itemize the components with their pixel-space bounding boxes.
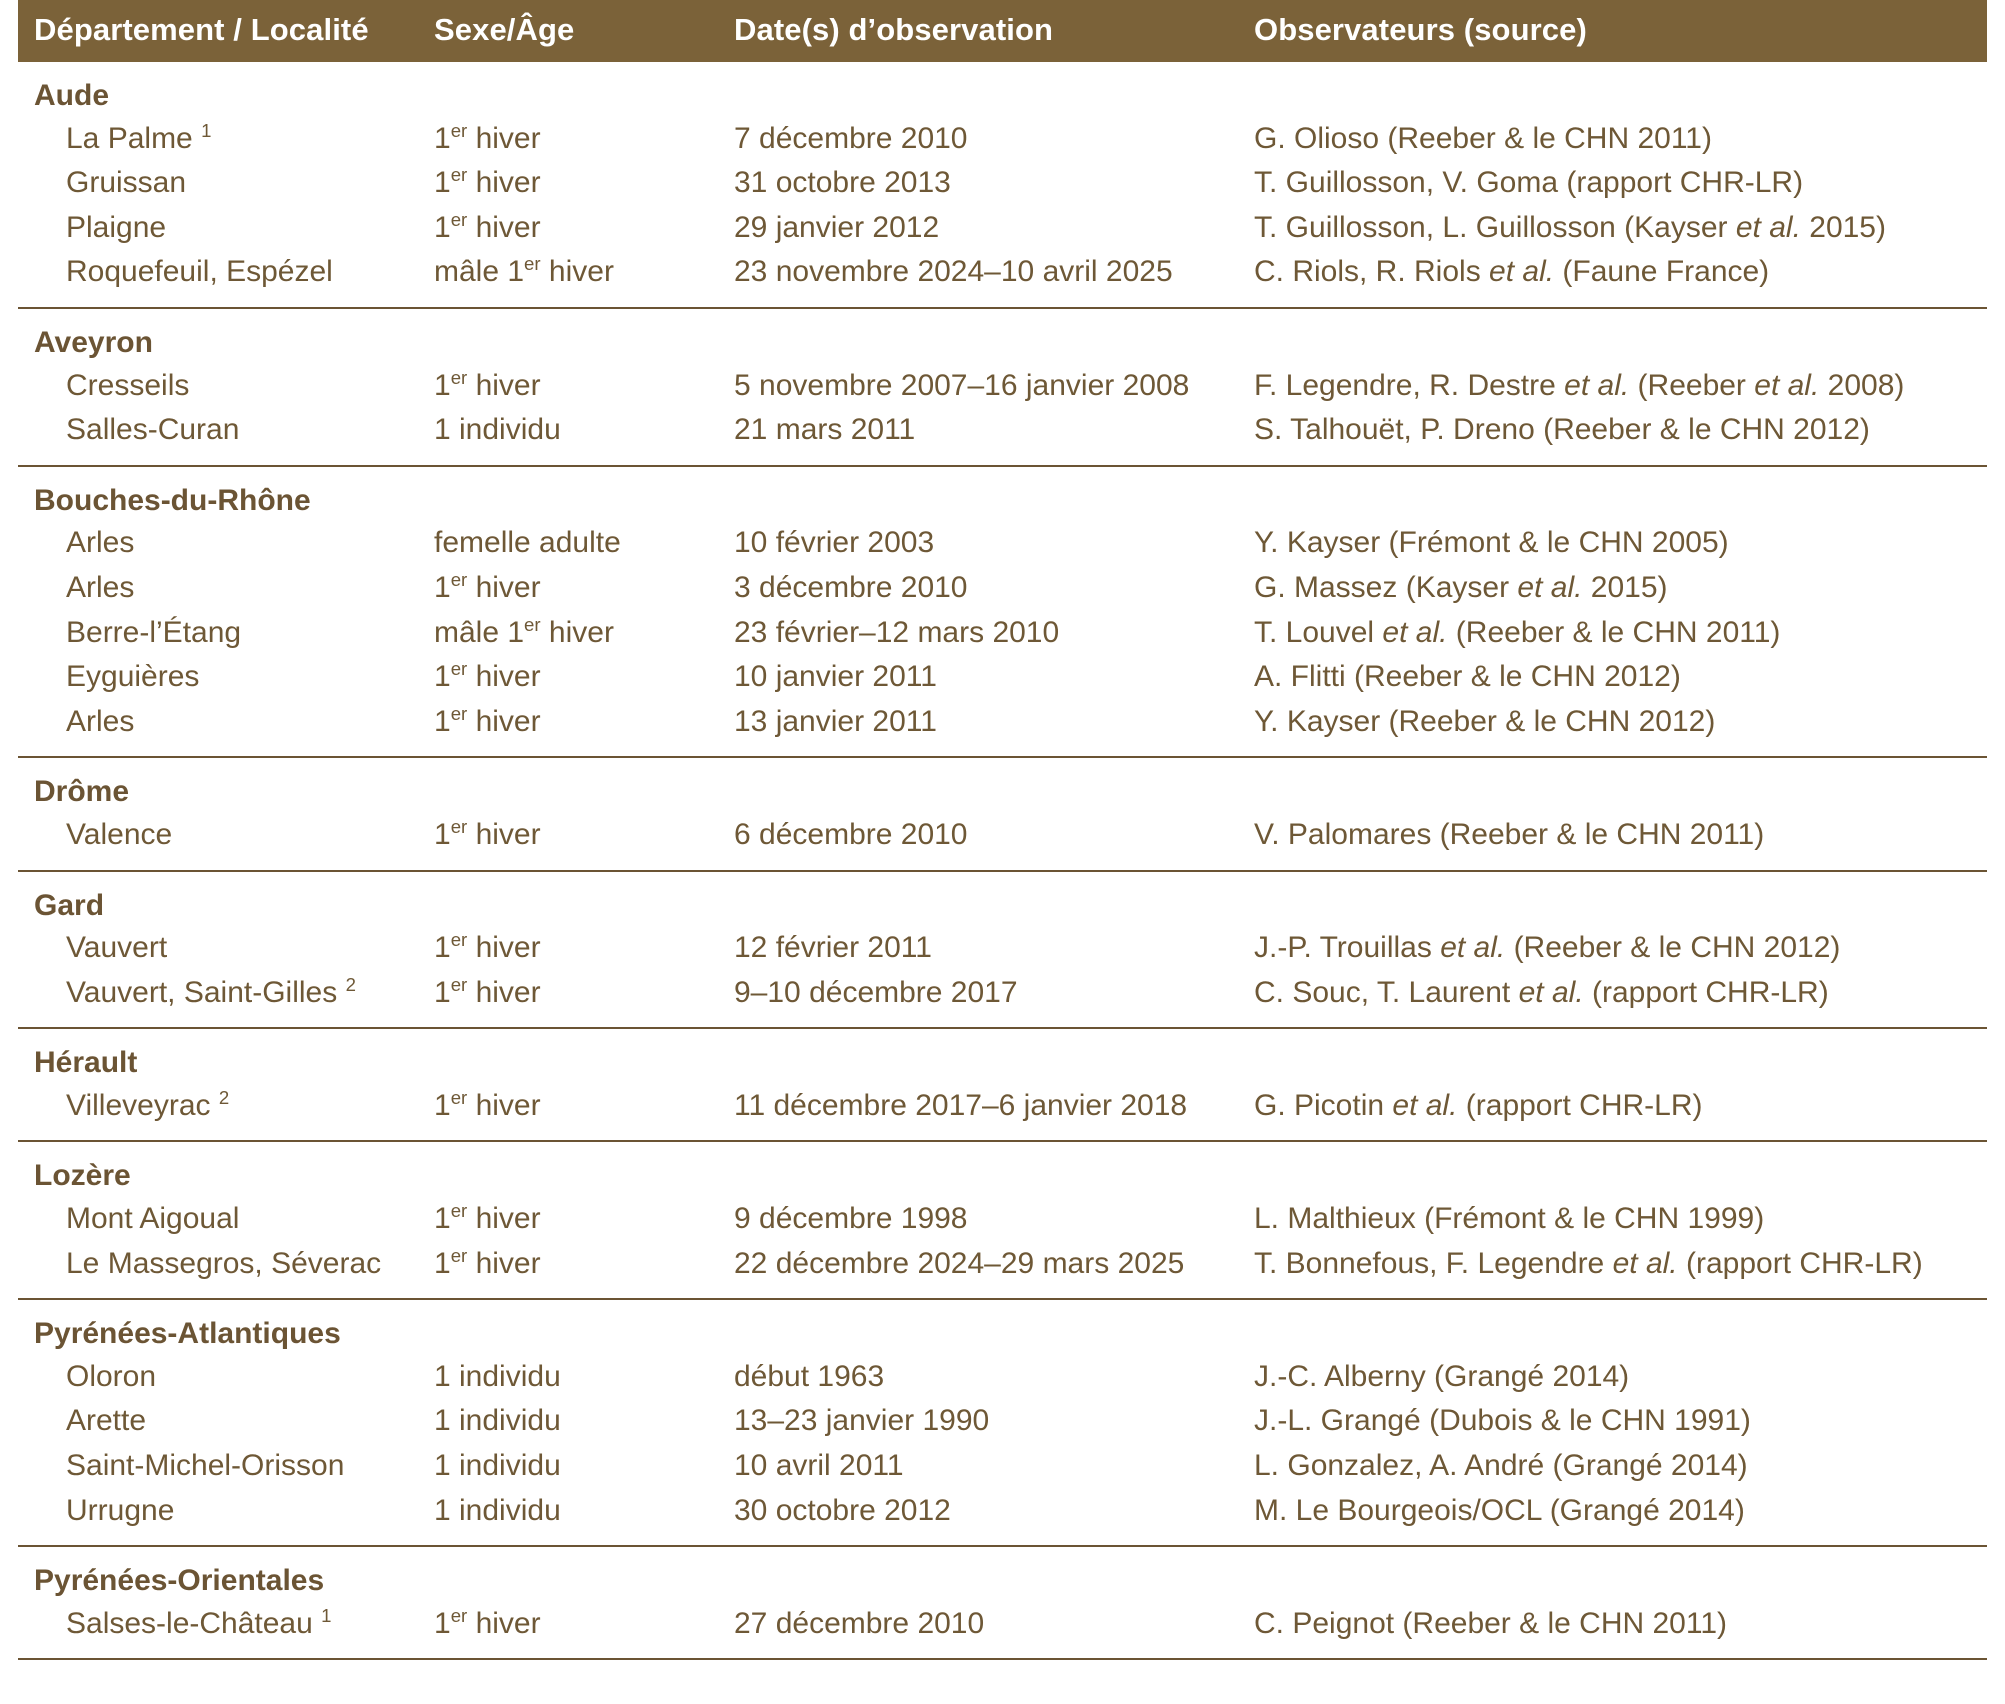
table-row bbox=[18, 1399, 1987, 1444]
cell-observers: A. Flitti (Reeber & le CHN 2012) bbox=[1254, 660, 1681, 694]
cell-locality: Gruissan bbox=[66, 166, 187, 200]
cell-locality: Berre-l’Étang bbox=[66, 615, 242, 649]
cell-observers: T. Guillosson, L. Guillosson (Kayser et al. 2015) bbox=[1254, 210, 1886, 244]
group-separator bbox=[18, 858, 1987, 872]
table-row bbox=[18, 1242, 1987, 1287]
cell-observers: C. Souc, T. Laurent et al. (rapport CHR-LR) bbox=[1254, 975, 1829, 1009]
table-bottom-rule bbox=[18, 1658, 1987, 1660]
header-row bbox=[18, 0, 1987, 62]
table-row bbox=[18, 611, 1987, 656]
table-row bbox=[18, 408, 1987, 453]
cell-sexe-age: 1er hiver bbox=[434, 658, 541, 694]
cell-sexe-age: 1er hiver bbox=[434, 164, 541, 200]
table-row bbox=[18, 655, 1987, 700]
group-name: Aude bbox=[34, 79, 109, 112]
cell-locality: Vauvert bbox=[66, 931, 168, 965]
cell-observers: J.-P. Trouillas et al. (Reeber & le CHN 2012) bbox=[1254, 931, 1841, 965]
group-header-row bbox=[18, 1547, 1987, 1602]
cell-sexe-age: 1 individu bbox=[434, 413, 561, 447]
cell-observers: M. Le Bourgeois/OCL (Grangé 2014) bbox=[1254, 1493, 1745, 1527]
cell-observers: T. Bonnefous, F. Legendre et al. (rapport CHR-LR) bbox=[1254, 1246, 1923, 1280]
cell-dates: 13 janvier 2011 bbox=[734, 704, 937, 738]
cell-dates: 12 février 2011 bbox=[734, 931, 932, 965]
cell-sexe-age: 1 individu bbox=[434, 1404, 561, 1438]
table-row bbox=[18, 1197, 1987, 1242]
table-row bbox=[18, 971, 1987, 1016]
group-header-row bbox=[18, 467, 1987, 522]
table-row bbox=[18, 206, 1987, 251]
group-header-row bbox=[18, 309, 1987, 364]
group-name: Bouches-du-Rhône bbox=[34, 483, 311, 517]
observations-table bbox=[18, 0, 1987, 1646]
cell-sexe-age: 1er hiver bbox=[434, 929, 541, 965]
cell-observers: G. Picotin et al. (rapport CHR-LR) bbox=[1254, 1088, 1703, 1122]
cell-observers: L. Malthieux (Frémont & le CHN 1999) bbox=[1254, 1202, 1765, 1236]
cell-observers: L. Gonzalez, A. André (Grangé 2014) bbox=[1254, 1449, 1748, 1483]
cell-observers: Y. Kayser (Frémont & le CHN 2005) bbox=[1254, 526, 1729, 560]
cell-locality: Vauvert, Saint-Gilles $^2$ bbox=[66, 973, 356, 1009]
cell-sexe-age: 1er hiver bbox=[434, 1604, 541, 1640]
cell-locality: Eyguières bbox=[66, 660, 200, 694]
group-name: Hérault bbox=[34, 1046, 138, 1080]
cell-dates: 13–23 janvier 1990 bbox=[734, 1404, 990, 1438]
cell-locality: Roquefeuil, Espézel bbox=[66, 255, 333, 289]
group-header-row bbox=[18, 758, 1987, 813]
group-name: Drôme bbox=[34, 775, 130, 809]
column-header-departement-localite: Département / Localité bbox=[18, 0, 434, 62]
cell-locality: Salses-le-Château $^1$ bbox=[66, 1604, 332, 1640]
cell-locality: Oloron bbox=[66, 1359, 157, 1393]
cell-locality: Saint-Michel-Orisson bbox=[66, 1449, 345, 1483]
group-name: Pyrénées-Atlantiques bbox=[34, 1317, 341, 1351]
group-header-row bbox=[18, 62, 1987, 117]
table-header bbox=[18, 0, 1987, 62]
cell-locality: Arles bbox=[66, 526, 135, 560]
table-row bbox=[18, 1444, 1987, 1489]
cell-dates: 22 décembre 2024–29 mars 2025 bbox=[734, 1246, 1185, 1280]
cell-sexe-age: 1er hiver bbox=[434, 119, 541, 155]
cell-dates: 5 novembre 2007–16 janvier 2008 bbox=[734, 368, 1190, 402]
cell-observers: J.-L. Grangé (Dubois & le CHN 1991) bbox=[1254, 1404, 1751, 1438]
cell-observers: T. Louvel et al. (Reeber & le CHN 2011) bbox=[1254, 615, 1781, 649]
cell-sexe-age: femelle adulte bbox=[434, 526, 621, 560]
cell-sexe-age: 1er hiver bbox=[434, 1244, 541, 1280]
cell-locality: Villeveyrac $^2$ bbox=[66, 1086, 230, 1122]
cell-sexe-age: 1er hiver bbox=[434, 1086, 541, 1122]
table-row bbox=[18, 364, 1987, 409]
cell-sexe-age: 1 individu bbox=[434, 1359, 561, 1393]
column-header-observateurs: Observateurs (source) bbox=[1254, 0, 1987, 62]
group-header-row bbox=[18, 1300, 1987, 1355]
cell-sexe-age: 1er hiver bbox=[434, 815, 541, 851]
cell-sexe-age: 1er hiver bbox=[434, 973, 541, 1009]
cell-dates: 23 novembre 2024–10 avril 2025 bbox=[734, 255, 1173, 289]
table-row bbox=[18, 566, 1987, 611]
cell-dates: début 1963 bbox=[734, 1359, 885, 1393]
column-header-sexe-age: Sexe/Âge bbox=[434, 0, 734, 62]
group-name: Aveyron bbox=[34, 325, 153, 359]
cell-observers: J.-C. Alberny (Grangé 2014) bbox=[1254, 1359, 1630, 1393]
cell-observers: Y. Kayser (Reeber & le CHN 2012) bbox=[1254, 704, 1716, 738]
cell-dates: 11 décembre 2017–6 janvier 2018 bbox=[734, 1088, 1188, 1122]
cell-dates: 31 octobre 2013 bbox=[734, 166, 951, 200]
group-separator bbox=[18, 1286, 1987, 1300]
table-row bbox=[18, 161, 1987, 206]
cell-sexe-age: 1 individu bbox=[434, 1449, 561, 1483]
table-row bbox=[18, 1602, 1987, 1647]
table-row bbox=[18, 250, 1987, 295]
cell-dates: 9 décembre 1998 bbox=[734, 1202, 968, 1236]
table-row bbox=[18, 926, 1987, 971]
cell-locality: Le Massegros, Séverac bbox=[66, 1246, 382, 1280]
cell-locality: Arette bbox=[66, 1404, 147, 1438]
cell-dates: 30 octobre 2012 bbox=[734, 1493, 951, 1527]
cell-sexe-age: 1 individu bbox=[434, 1493, 561, 1527]
cell-dates: 3 décembre 2010 bbox=[734, 570, 968, 604]
cell-observers: C. Riols, R. Riols et al. (Faune France) bbox=[1254, 255, 1770, 289]
cell-dates: 10 avril 2011 bbox=[734, 1449, 904, 1483]
table-row bbox=[18, 700, 1987, 745]
cell-observers: V. Palomares (Reeber & le CHN 2011) bbox=[1254, 817, 1765, 851]
cell-dates: 23 février–12 mars 2010 bbox=[734, 615, 1060, 649]
group-separator bbox=[18, 1533, 1987, 1547]
cell-observers: C. Peignot (Reeber & le CHN 2011) bbox=[1254, 1606, 1727, 1640]
group-name: Pyrénées-Orientales bbox=[34, 1564, 325, 1598]
group-separator bbox=[18, 453, 1987, 467]
cell-observers: F. Legendre, R. Destre et al. (Reeber et al. 2008) bbox=[1254, 368, 1905, 402]
group-separator bbox=[18, 1015, 1987, 1029]
table-row bbox=[18, 117, 1987, 162]
table-body bbox=[18, 62, 1987, 1646]
cell-dates: 21 mars 2011 bbox=[734, 413, 916, 447]
cell-locality: Mont Aigoual bbox=[66, 1202, 240, 1236]
group-separator bbox=[18, 295, 1987, 309]
cell-observers: G. Massez (Kayser et al. 2015) bbox=[1254, 570, 1668, 604]
cell-sexe-age: 1er hiver bbox=[434, 208, 541, 244]
cell-sexe-age: 1er hiver bbox=[434, 568, 541, 604]
cell-dates: 6 décembre 2010 bbox=[734, 817, 968, 851]
column-header-dates: Date(s) d’observation bbox=[734, 0, 1254, 62]
group-separator bbox=[18, 1128, 1987, 1142]
table-row bbox=[18, 521, 1987, 566]
group-separator bbox=[18, 744, 1987, 758]
cell-observers: G. Olioso (Reeber & le CHN 2011) bbox=[1254, 121, 1712, 155]
cell-locality: Arles bbox=[66, 704, 135, 738]
cell-dates: 27 décembre 2010 bbox=[734, 1606, 985, 1640]
group-header-row bbox=[18, 872, 1987, 927]
cell-locality: Arles bbox=[66, 570, 135, 604]
group-header-row bbox=[18, 1142, 1987, 1197]
group-header-row bbox=[18, 1029, 1987, 1084]
group-name: Lozère bbox=[34, 1159, 131, 1193]
cell-locality: Plaigne bbox=[66, 210, 167, 244]
cell-sexe-age: mâle 1er hiver bbox=[434, 613, 614, 649]
cell-locality: Salles-Curan bbox=[66, 413, 240, 447]
cell-sexe-age: 1er hiver bbox=[434, 702, 541, 738]
cell-dates: 29 janvier 2012 bbox=[734, 210, 940, 244]
group-name: Gard bbox=[34, 888, 105, 922]
cell-locality: Cresseils bbox=[66, 368, 190, 402]
cell-dates: 10 janvier 2011 bbox=[734, 660, 937, 694]
table-row bbox=[18, 1489, 1987, 1534]
cell-dates: 9–10 décembre 2017 bbox=[734, 975, 1018, 1009]
table-row bbox=[18, 1355, 1987, 1400]
cell-observers: S. Talhouët, P. Dreno (Reeber & le CHN 2012) bbox=[1254, 413, 1870, 447]
cell-sexe-age: 1er hiver bbox=[434, 366, 541, 402]
cell-locality: Valence bbox=[66, 817, 173, 851]
cell-dates: 7 décembre 2010 bbox=[734, 121, 968, 155]
cell-locality: Urrugne bbox=[66, 1493, 175, 1527]
cell-sexe-age: mâle 1er hiver bbox=[434, 253, 614, 289]
table-row bbox=[18, 1084, 1987, 1129]
cell-observers: T. Guillosson, V. Goma (rapport CHR-LR) bbox=[1254, 166, 1804, 200]
cell-locality: La Palme $^1$ bbox=[66, 119, 212, 155]
table-row bbox=[18, 813, 1987, 858]
cell-sexe-age: 1er hiver bbox=[434, 1200, 541, 1236]
cell-dates: 10 février 2003 bbox=[734, 526, 935, 560]
